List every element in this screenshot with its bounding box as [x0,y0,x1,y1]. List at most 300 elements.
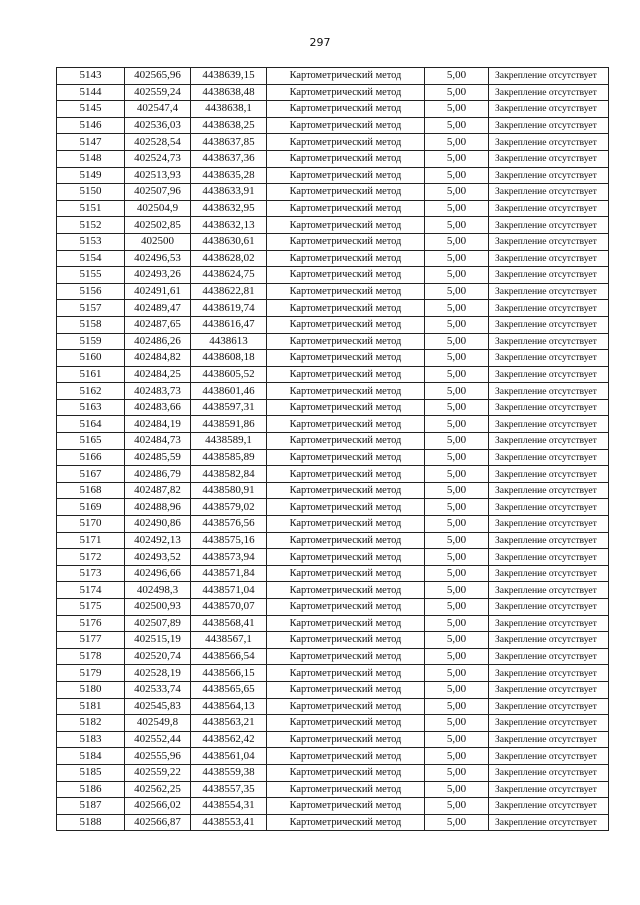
table-row [57,366,609,383]
method-cell: Картометрический метод [267,250,425,267]
fixation-note-cell: Закрепление отсутствует [489,433,609,450]
y-coordinate-cell: 4438554,31 [191,798,267,815]
accuracy-cell: 5,00 [425,565,489,582]
accuracy-cell: 5,00 [425,84,489,101]
point-number-cell: 5155 [57,267,125,284]
x-coordinate-cell: 402491,61 [125,283,191,300]
fixation-note-cell: Закрепление отсутствует [489,798,609,815]
accuracy-cell: 5,00 [425,167,489,184]
x-coordinate-cell: 402547,4 [125,101,191,118]
method-cell: Картометрический метод [267,134,425,151]
table-row [57,814,609,831]
fixation-note-cell: Закрепление отсутствует [489,283,609,300]
accuracy-cell: 5,00 [425,233,489,250]
table-row [57,316,609,333]
x-coordinate-cell: 402566,87 [125,814,191,831]
accuracy-cell: 5,00 [425,184,489,201]
x-coordinate-cell: 402498,3 [125,582,191,599]
x-coordinate-cell: 402507,89 [125,615,191,632]
accuracy-cell: 5,00 [425,449,489,466]
fixation-note-cell: Закрепление отсутствует [489,416,609,433]
table-row [57,416,609,433]
fixation-note-cell: Закрепление отсутствует [489,731,609,748]
fixation-note-cell: Закрепление отсутствует [489,117,609,134]
table-row [57,798,609,815]
table-row [57,731,609,748]
point-number-cell: 5163 [57,399,125,416]
method-cell: Картометрический метод [267,184,425,201]
accuracy-cell: 5,00 [425,300,489,317]
table-row [57,267,609,284]
accuracy-cell: 5,00 [425,316,489,333]
accuracy-cell: 5,00 [425,283,489,300]
y-coordinate-cell: 4438608,18 [191,350,267,367]
y-coordinate-cell: 4438580,91 [191,482,267,499]
x-coordinate-cell: 402493,52 [125,549,191,566]
x-coordinate-cell: 402493,26 [125,267,191,284]
method-cell: Картометрический метод [267,316,425,333]
x-coordinate-cell: 402552,44 [125,731,191,748]
y-coordinate-cell: 4438591,86 [191,416,267,433]
y-coordinate-cell: 4438561,04 [191,748,267,765]
fixation-note-cell: Закрепление отсутствует [489,565,609,582]
y-coordinate-cell: 4438619,74 [191,300,267,317]
method-cell: Картометрический метод [267,350,425,367]
fixation-note-cell: Закрепление отсутствует [489,184,609,201]
fixation-note-cell: Закрепление отсутствует [489,449,609,466]
table-row [57,648,609,665]
point-number-cell: 5166 [57,449,125,466]
table-row [57,449,609,466]
accuracy-cell: 5,00 [425,383,489,400]
fixation-note-cell: Закрепление отсутствует [489,632,609,649]
page-number: 297 [309,36,331,49]
method-cell: Картометрический метод [267,482,425,499]
table-row [57,399,609,416]
fixation-note-cell: Закрепление отсутствует [489,267,609,284]
y-coordinate-cell: 4438570,07 [191,599,267,616]
fixation-note-cell: Закрепление отсутствует [489,615,609,632]
method-cell: Картометрический метод [267,101,425,118]
fixation-note-cell: Закрепление отсутствует [489,217,609,234]
method-cell: Картометрический метод [267,814,425,831]
fixation-note-cell: Закрепление отсутствует [489,681,609,698]
y-coordinate-cell: 4438553,41 [191,814,267,831]
table-row [57,748,609,765]
table-row [57,300,609,317]
y-coordinate-cell: 4438622,81 [191,283,267,300]
y-coordinate-cell: 4438563,21 [191,715,267,732]
y-coordinate-cell: 4438582,84 [191,466,267,483]
accuracy-cell: 5,00 [425,68,489,85]
method-cell: Картометрический метод [267,84,425,101]
x-coordinate-cell: 402496,53 [125,250,191,267]
table-row [57,350,609,367]
table-row [57,433,609,450]
method-cell: Картометрический метод [267,416,425,433]
point-number-cell: 5167 [57,466,125,483]
fixation-note-cell: Закрепление отсутствует [489,250,609,267]
table-row [57,665,609,682]
point-number-cell: 5152 [57,217,125,234]
table-row [57,681,609,698]
coordinates-table [56,67,609,831]
fixation-note-cell: Закрепление отсутствует [489,366,609,383]
fixation-note-cell: Закрепление отсутствует [489,516,609,533]
accuracy-cell: 5,00 [425,532,489,549]
point-number-cell: 5151 [57,200,125,217]
point-number-cell: 5162 [57,383,125,400]
table-row [57,698,609,715]
y-coordinate-cell: 4438565,65 [191,681,267,698]
point-number-cell: 5147 [57,134,125,151]
fixation-note-cell: Закрепление отсутствует [489,814,609,831]
method-cell: Картометрический метод [267,781,425,798]
y-coordinate-cell: 4438637,36 [191,150,267,167]
y-coordinate-cell: 4438605,52 [191,366,267,383]
table-row [57,184,609,201]
point-number-cell: 5148 [57,150,125,167]
x-coordinate-cell: 402504,9 [125,200,191,217]
method-cell: Картометрический метод [267,150,425,167]
x-coordinate-cell: 402559,24 [125,84,191,101]
method-cell: Картометрический метод [267,748,425,765]
method-cell: Картометрический метод [267,615,425,632]
accuracy-cell: 5,00 [425,333,489,350]
accuracy-cell: 5,00 [425,632,489,649]
table-row [57,549,609,566]
x-coordinate-cell: 402485,59 [125,449,191,466]
fixation-note-cell: Закрепление отсутствует [489,84,609,101]
table-row [57,615,609,632]
table-row [57,68,609,85]
accuracy-cell: 5,00 [425,399,489,416]
x-coordinate-cell: 402549,8 [125,715,191,732]
table-row [57,283,609,300]
accuracy-cell: 5,00 [425,599,489,616]
y-coordinate-cell: 4438638,48 [191,84,267,101]
table-row [57,764,609,781]
x-coordinate-cell: 402488,96 [125,499,191,516]
accuracy-cell: 5,00 [425,582,489,599]
point-number-cell: 5164 [57,416,125,433]
table-row [57,84,609,101]
point-number-cell: 5179 [57,665,125,682]
fixation-note-cell: Закрепление отсутствует [489,134,609,151]
point-number-cell: 5178 [57,648,125,665]
point-number-cell: 5173 [57,565,125,582]
point-number-cell: 5177 [57,632,125,649]
y-coordinate-cell: 4438564,13 [191,698,267,715]
fixation-note-cell: Закрепление отсутствует [489,466,609,483]
method-cell: Картометрический метод [267,217,425,234]
method-cell: Картометрический метод [267,681,425,698]
fixation-note-cell: Закрепление отсутствует [489,499,609,516]
method-cell: Картометрический метод [267,731,425,748]
y-coordinate-cell: 4438613 [191,333,267,350]
x-coordinate-cell: 402487,82 [125,482,191,499]
x-coordinate-cell: 402520,74 [125,648,191,665]
y-coordinate-cell: 4438566,54 [191,648,267,665]
y-coordinate-cell: 4438637,85 [191,134,267,151]
accuracy-cell: 5,00 [425,499,489,516]
accuracy-cell: 5,00 [425,615,489,632]
fixation-note-cell: Закрепление отсутствует [489,200,609,217]
fixation-note-cell: Закрепление отсутствует [489,233,609,250]
x-coordinate-cell: 402524,73 [125,150,191,167]
table-row [57,134,609,151]
table-row [57,482,609,499]
table-row [57,101,609,118]
fixation-note-cell: Закрепление отсутствует [489,599,609,616]
accuracy-cell: 5,00 [425,549,489,566]
y-coordinate-cell: 4438585,89 [191,449,267,466]
fixation-note-cell: Закрепление отсутствует [489,648,609,665]
x-coordinate-cell: 402487,65 [125,316,191,333]
method-cell: Картометрический метод [267,698,425,715]
table-row [57,599,609,616]
x-coordinate-cell: 402500 [125,233,191,250]
method-cell: Картометрический метод [267,399,425,416]
table-row [57,233,609,250]
table-row [57,582,609,599]
x-coordinate-cell: 402484,73 [125,433,191,450]
x-coordinate-cell: 402545,83 [125,698,191,715]
method-cell: Картометрический метод [267,599,425,616]
method-cell: Картометрический метод [267,283,425,300]
x-coordinate-cell: 402490,86 [125,516,191,533]
accuracy-cell: 5,00 [425,781,489,798]
fixation-note-cell: Закрепление отсутствует [489,764,609,781]
table-row [57,632,609,649]
point-number-cell: 5153 [57,233,125,250]
point-number-cell: 5160 [57,350,125,367]
method-cell: Картометрический метод [267,715,425,732]
y-coordinate-cell: 4438568,41 [191,615,267,632]
point-number-cell: 5183 [57,731,125,748]
y-coordinate-cell: 4438628,02 [191,250,267,267]
x-coordinate-cell: 402507,96 [125,184,191,201]
y-coordinate-cell: 4438571,04 [191,582,267,599]
method-cell: Картометрический метод [267,300,425,317]
point-number-cell: 5182 [57,715,125,732]
y-coordinate-cell: 4438566,15 [191,665,267,682]
point-number-cell: 5154 [57,250,125,267]
x-coordinate-cell: 402502,85 [125,217,191,234]
accuracy-cell: 5,00 [425,466,489,483]
y-coordinate-cell: 4438601,46 [191,383,267,400]
x-coordinate-cell: 402500,93 [125,599,191,616]
y-coordinate-cell: 4438635,28 [191,167,267,184]
accuracy-cell: 5,00 [425,715,489,732]
x-coordinate-cell: 402566,02 [125,798,191,815]
table-row [57,499,609,516]
x-coordinate-cell: 402559,22 [125,764,191,781]
method-cell: Картометрический метод [267,167,425,184]
point-number-cell: 5170 [57,516,125,533]
fixation-note-cell: Закрепление отсутствует [489,748,609,765]
accuracy-cell: 5,00 [425,267,489,284]
accuracy-cell: 5,00 [425,698,489,715]
x-coordinate-cell: 402515,19 [125,632,191,649]
y-coordinate-cell: 4438562,42 [191,731,267,748]
table-row [57,715,609,732]
method-cell: Картометрический метод [267,632,425,649]
point-number-cell: 5159 [57,333,125,350]
method-cell: Картометрический метод [267,665,425,682]
method-cell: Картометрический метод [267,549,425,566]
table-row [57,200,609,217]
y-coordinate-cell: 4438567,1 [191,632,267,649]
table-row [57,333,609,350]
y-coordinate-cell: 4438576,56 [191,516,267,533]
point-number-cell: 5149 [57,167,125,184]
point-number-cell: 5169 [57,499,125,516]
fixation-note-cell: Закрепление отсутствует [489,150,609,167]
fixation-note-cell: Закрепление отсутствует [489,383,609,400]
point-number-cell: 5143 [57,68,125,85]
x-coordinate-cell: 402483,66 [125,399,191,416]
method-cell: Картометрический метод [267,68,425,85]
accuracy-cell: 5,00 [425,764,489,781]
accuracy-cell: 5,00 [425,117,489,134]
method-cell: Картометрический метод [267,798,425,815]
accuracy-cell: 5,00 [425,366,489,383]
y-coordinate-cell: 4438633,91 [191,184,267,201]
table-row [57,532,609,549]
method-cell: Картометрический метод [267,333,425,350]
y-coordinate-cell: 4438632,95 [191,200,267,217]
fixation-note-cell: Закрепление отсутствует [489,316,609,333]
accuracy-cell: 5,00 [425,748,489,765]
method-cell: Картометрический метод [267,648,425,665]
x-coordinate-cell: 402484,19 [125,416,191,433]
x-coordinate-cell: 402492,13 [125,532,191,549]
accuracy-cell: 5,00 [425,350,489,367]
y-coordinate-cell: 4438589,1 [191,433,267,450]
accuracy-cell: 5,00 [425,416,489,433]
y-coordinate-cell: 4438573,94 [191,549,267,566]
y-coordinate-cell: 4438630,61 [191,233,267,250]
method-cell: Картометрический метод [267,449,425,466]
method-cell: Картометрический метод [267,433,425,450]
y-coordinate-cell: 4438624,75 [191,267,267,284]
x-coordinate-cell: 402484,82 [125,350,191,367]
fixation-note-cell: Закрепление отсутствует [489,715,609,732]
fixation-note-cell: Закрепление отсутствует [489,532,609,549]
y-coordinate-cell: 4438638,25 [191,117,267,134]
method-cell: Картометрический метод [267,267,425,284]
point-number-cell: 5157 [57,300,125,317]
accuracy-cell: 5,00 [425,681,489,698]
point-number-cell: 5184 [57,748,125,765]
accuracy-cell: 5,00 [425,798,489,815]
point-number-cell: 5172 [57,549,125,566]
x-coordinate-cell: 402513,93 [125,167,191,184]
y-coordinate-cell: 4438557,35 [191,781,267,798]
fixation-note-cell: Закрепление отсутствует [489,167,609,184]
point-number-cell: 5188 [57,814,125,831]
fixation-note-cell: Закрепление отсутствует [489,781,609,798]
y-coordinate-cell: 4438597,31 [191,399,267,416]
fixation-note-cell: Закрепление отсутствует [489,399,609,416]
table-row [57,383,609,400]
y-coordinate-cell: 4438616,47 [191,316,267,333]
accuracy-cell: 5,00 [425,134,489,151]
fixation-note-cell: Закрепление отсутствует [489,68,609,85]
table-row [57,250,609,267]
table-row [57,217,609,234]
table-row [57,150,609,167]
accuracy-cell: 5,00 [425,814,489,831]
fixation-note-cell: Закрепление отсутствует [489,333,609,350]
accuracy-cell: 5,00 [425,482,489,499]
accuracy-cell: 5,00 [425,250,489,267]
x-coordinate-cell: 402489,47 [125,300,191,317]
point-number-cell: 5161 [57,366,125,383]
point-number-cell: 5180 [57,681,125,698]
point-number-cell: 5176 [57,615,125,632]
point-number-cell: 5171 [57,532,125,549]
accuracy-cell: 5,00 [425,217,489,234]
method-cell: Картометрический метод [267,516,425,533]
accuracy-cell: 5,00 [425,665,489,682]
point-number-cell: 5185 [57,764,125,781]
fixation-note-cell: Закрепление отсутствует [489,101,609,118]
method-cell: Картометрический метод [267,565,425,582]
fixation-note-cell: Закрепление отсутствует [489,350,609,367]
fixation-note-cell: Закрепление отсутствует [489,698,609,715]
point-number-cell: 5175 [57,599,125,616]
point-number-cell: 5150 [57,184,125,201]
table-body [57,68,609,831]
accuracy-cell: 5,00 [425,731,489,748]
x-coordinate-cell: 402496,66 [125,565,191,582]
accuracy-cell: 5,00 [425,516,489,533]
table-row [57,466,609,483]
accuracy-cell: 5,00 [425,648,489,665]
point-number-cell: 5156 [57,283,125,300]
accuracy-cell: 5,00 [425,150,489,167]
fixation-note-cell: Закрепление отсутствует [489,549,609,566]
method-cell: Картометрический метод [267,466,425,483]
fixation-note-cell: Закрепление отсутствует [489,482,609,499]
y-coordinate-cell: 4438638,1 [191,101,267,118]
y-coordinate-cell: 4438559,38 [191,764,267,781]
x-coordinate-cell: 402555,96 [125,748,191,765]
method-cell: Картометрический метод [267,499,425,516]
x-coordinate-cell: 402536,03 [125,117,191,134]
method-cell: Картометрический метод [267,117,425,134]
table-row [57,781,609,798]
point-number-cell: 5144 [57,84,125,101]
accuracy-cell: 5,00 [425,433,489,450]
table-row [57,117,609,134]
x-coordinate-cell: 402484,25 [125,366,191,383]
x-coordinate-cell: 402528,54 [125,134,191,151]
point-number-cell: 5187 [57,798,125,815]
x-coordinate-cell: 402486,79 [125,466,191,483]
y-coordinate-cell: 4438575,16 [191,532,267,549]
table-row [57,565,609,582]
point-number-cell: 5165 [57,433,125,450]
method-cell: Картометрический метод [267,764,425,781]
accuracy-cell: 5,00 [425,200,489,217]
x-coordinate-cell: 402533,74 [125,681,191,698]
point-number-cell: 5174 [57,582,125,599]
point-number-cell: 5145 [57,101,125,118]
table-row [57,516,609,533]
